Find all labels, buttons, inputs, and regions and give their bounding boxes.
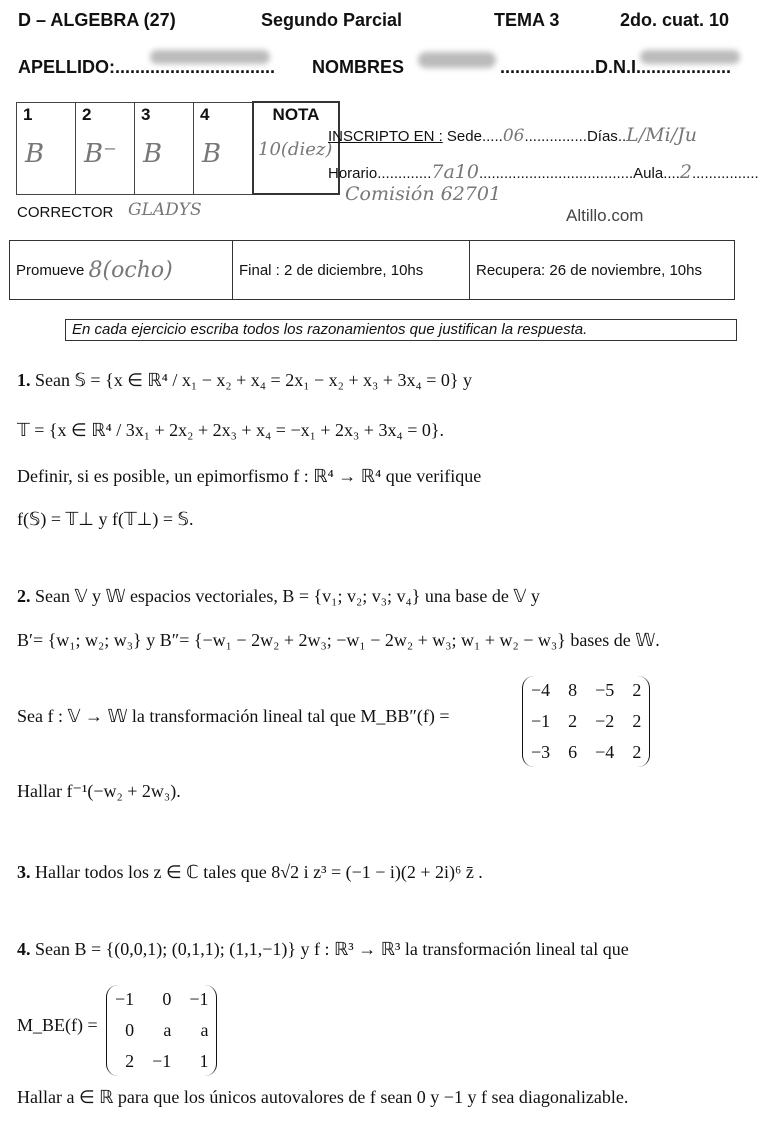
final-cell: Final : 2 de diciembre, 10hs xyxy=(233,241,470,299)
problem-2-line-1: 2. Sean 𝕍 y 𝕎 espacios vectoriales, B = {v₁; v₂; v₃; v₄} una base de 𝕍 y xyxy=(17,586,540,606)
grade-value: 10(diez) xyxy=(258,139,333,160)
matrix-entry: a xyxy=(200,1020,209,1040)
matrix-entry: 2 xyxy=(632,711,642,731)
corrector-value: GLADYS xyxy=(128,200,202,220)
instruction: En cada ejercicio escriba todos los razonamientos que justifican la respuesta. xyxy=(65,319,737,341)
matrix-entry: −5 xyxy=(595,680,615,700)
dias-value: L/Mi/Ju xyxy=(626,124,697,146)
results-box xyxy=(9,240,735,300)
grade-header: 4 xyxy=(200,104,210,124)
apellido-field: APELLIDO:................................ xyxy=(18,57,276,77)
matrix-entry: 1 xyxy=(199,1051,209,1071)
matrix-entry: −1 xyxy=(531,711,551,731)
problem-3-line-1: 3. Hallar todos los z ∈ ℂ tales que 8√2 i z³ = (−1 − i)(2 + 2i)⁶ z̄ . xyxy=(17,862,483,882)
aula-value: 2 xyxy=(679,161,692,183)
matrix-entry: −1 xyxy=(152,1051,172,1071)
grade-value: B xyxy=(143,138,163,169)
inscripto-row: INSCRIPTO EN : Sede.....06...............Días..L/Mi/Ju xyxy=(328,124,697,146)
matrix-entry: 0 xyxy=(162,989,172,1009)
matrix-entry: −1 xyxy=(115,989,135,1009)
redacted-nombres xyxy=(418,52,496,68)
grade-cell-nota xyxy=(253,102,339,194)
problem-4-line-2: M_BE(f) = xyxy=(17,1015,98,1035)
term: 2do. cuat. 10 xyxy=(620,10,730,30)
grade-header: 2 xyxy=(82,104,92,124)
grades-table xyxy=(16,101,340,195)
grade-header: 3 xyxy=(141,104,151,124)
promueve-value: 8(ocho) xyxy=(88,257,173,283)
problem-1-line-2: 𝕋 = {x ∈ ℝ⁴ / 3x₁ + 2x₂ + 2x₃ + x₄ = −x₁ + 2x₃ + 3x₄ = 0}. xyxy=(17,420,445,440)
promueve-cell xyxy=(10,241,233,299)
promueve-label: Promueve xyxy=(16,261,85,279)
problem-4-line-1: 4. Sean B = {(0,0,1); (0,1,1); (1,1,−1)} y f : ℝ³ → ℝ³ la transformación lineal tal que xyxy=(17,939,629,959)
course-title: D – ALGEBRA (27) xyxy=(18,10,176,30)
grade-cell-2 xyxy=(76,102,135,194)
problem-1-line-3: Definir, si es posible, un epimorfismo f : ℝ⁴ → ℝ⁴ que verifique xyxy=(17,466,482,486)
tema: TEMA 3 xyxy=(494,10,560,30)
matrix-entry: −3 xyxy=(531,742,551,762)
matrix-entry: −4 xyxy=(531,680,551,700)
horario-label: Horario xyxy=(328,165,378,182)
matrix-entry: 2 xyxy=(632,742,642,762)
problem-4-line-3: Hallar a ∈ ℝ para que los únicos autovalores de f sean 0 y −1 y f sea diagonalizable. xyxy=(17,1087,629,1107)
grade-header: 1 xyxy=(23,104,33,124)
problem-2-matrix xyxy=(522,676,650,767)
problem-2-line-2: B′= {w₁; w₂; w₃} y B″= {−w₁ − 2w₂ + 2w₃; −w₁ − 2w₂ + w₃; w₁ + w₂ − w₃} bases de 𝕎. xyxy=(17,630,660,650)
sede-label: Sede xyxy=(446,128,482,145)
sede-value: 06 xyxy=(502,126,525,146)
watermark: Altillo.com xyxy=(566,206,644,225)
grade-header: NOTA xyxy=(272,105,320,124)
matrix-entry: −4 xyxy=(595,742,615,762)
nombres-field: NOMBRES xyxy=(312,57,405,77)
problem-1-line-4: f(𝕊) = 𝕋⊥ y f(𝕋⊥) = 𝕊. xyxy=(17,509,194,529)
comision: Comisión 62701 xyxy=(345,183,502,205)
problem-1-line-1: 1. Sean 𝕊 = {x ∈ ℝ⁴ / x₁ − x₂ + x₄ = 2x₁ − x₂ + x₃ + 3x₄ = 0} y xyxy=(17,370,473,390)
dni-field: ...................D.N.I................... xyxy=(500,57,732,77)
aula-label: Aula xyxy=(633,165,664,182)
exam-title: Segundo Parcial xyxy=(261,10,403,30)
dias-label: Días xyxy=(586,128,618,145)
grade-cell-1 xyxy=(17,102,76,194)
horario-value: 7a10 xyxy=(431,161,479,183)
matrix-entry: 0 xyxy=(125,1020,135,1040)
matrix-entry: 2 xyxy=(568,711,578,731)
problem-4-matrix xyxy=(106,985,217,1076)
corrector-label: CORRECTOR xyxy=(17,204,114,221)
matrix-entry: 2 xyxy=(125,1051,135,1071)
grade-cell-4 xyxy=(194,102,254,194)
matrix-entry: 6 xyxy=(568,742,578,762)
horario-row: Horario.............7a10.....................................Aula....2................ xyxy=(328,161,759,183)
inscripto-label: INSCRIPTO EN : xyxy=(328,128,443,145)
matrix-entry: 2 xyxy=(632,680,642,700)
problem-2-line-3: Sea f : 𝕍 → 𝕎 la transformación lineal tal que M_BB″(f) = xyxy=(17,706,450,726)
matrix-entry: −1 xyxy=(189,989,209,1009)
grade-value: B⁻ xyxy=(84,138,117,169)
matrix-entry: 8 xyxy=(568,680,578,700)
grade-value: B xyxy=(202,138,222,169)
recupera-cell: Recupera: 26 de noviembre, 10hs xyxy=(476,261,702,279)
grade-value: B xyxy=(25,138,45,169)
problem-2-line-4: Hallar f⁻¹(−w₂ + 2w₃). xyxy=(17,781,181,801)
matrix-entry: −2 xyxy=(595,711,615,731)
grade-cell-3 xyxy=(135,102,194,194)
matrix-entry: a xyxy=(163,1020,172,1040)
